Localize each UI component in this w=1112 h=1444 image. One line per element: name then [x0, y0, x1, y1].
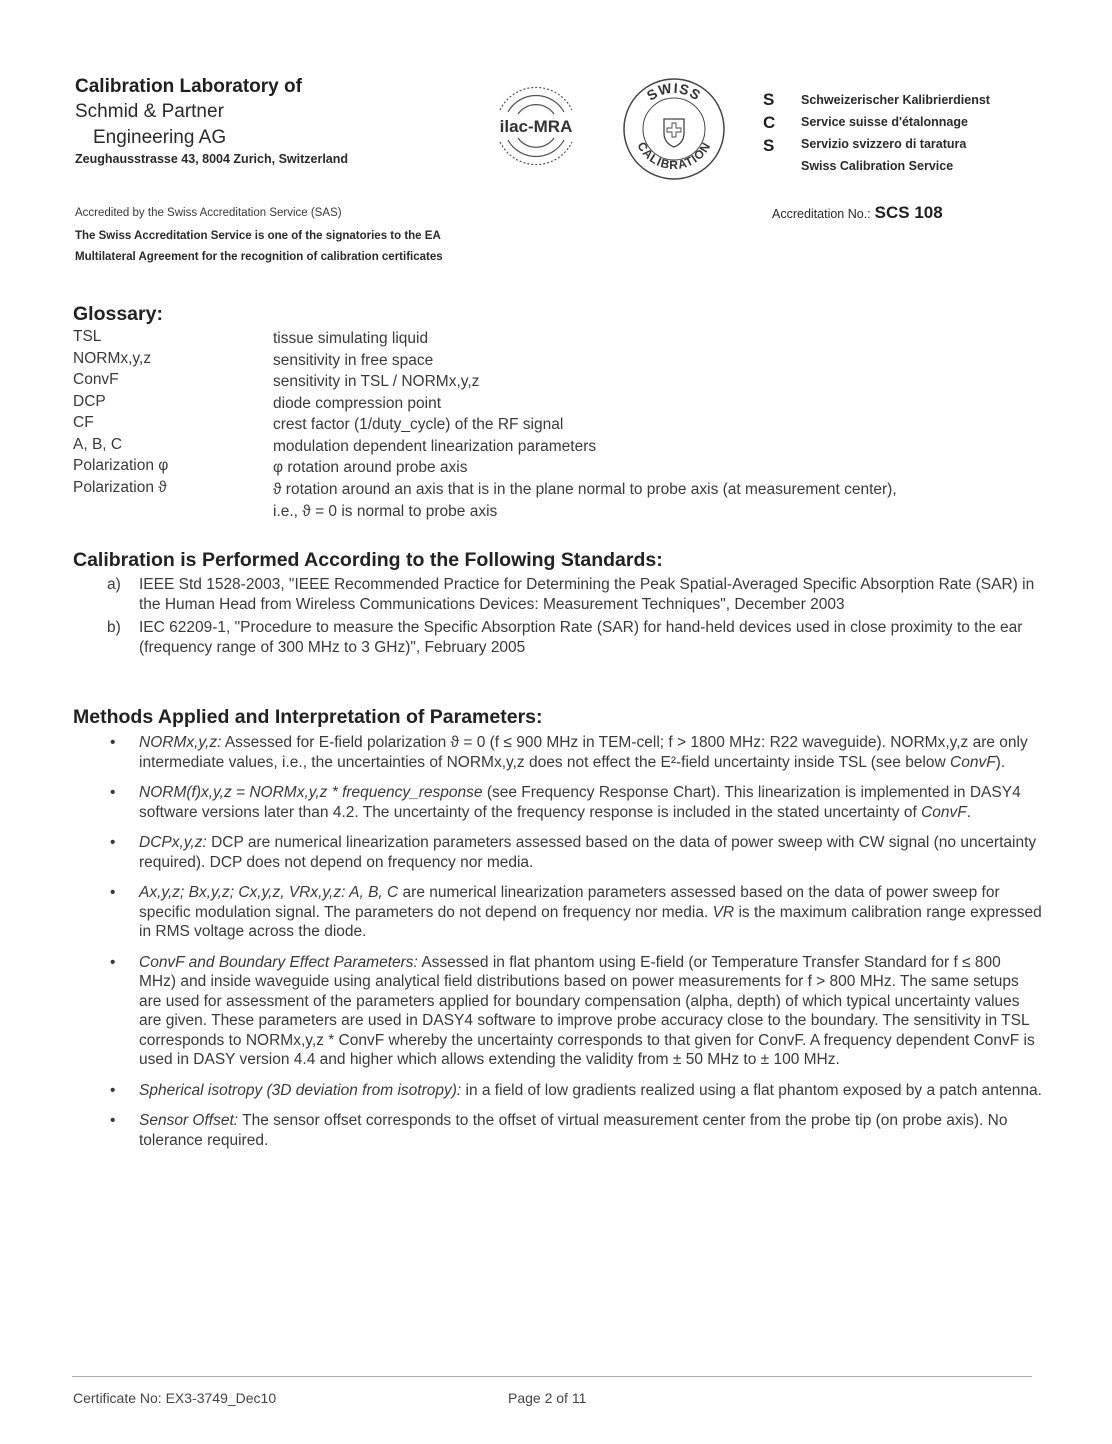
method-lead: DCPx,y,z: — [139, 834, 207, 851]
accreditation-number — [772, 203, 943, 223]
scs-line: Swiss Calibration Service — [801, 159, 954, 173]
bullet: • — [110, 734, 116, 751]
method-item — [107, 833, 1042, 872]
bullet: • — [110, 784, 116, 801]
method-text: (see Frequency Response Chart). This linearization is implemented in DASY4 software versions later than 4.2. The uncertainty of the frequency response is included in the stated uncertainty of — [139, 784, 1021, 821]
ilac-mra-logo — [480, 70, 592, 182]
glossary-heading: Glossary: — [73, 303, 163, 325]
method-item — [107, 953, 1042, 1070]
glossary-definition: sensitivity in TSL / NORMx,y,z — [273, 373, 480, 390]
method-lead: Ax,y,z; Bx,y,z; Cx,y,z, VRx,y,z: A, B, C — [139, 884, 399, 901]
methods-heading: Methods Applied and Interpretation of Parameters: — [73, 706, 543, 728]
method-tail: is the maximum calibration range expressed in RMS voltage across the diode. — [139, 903, 1042, 940]
method-lead: ConvF and Boundary Effect Parameters: — [139, 953, 418, 971]
accreditation-text: Multilateral Agreement for the recognition of calibration certificates — [75, 251, 443, 263]
glossary-term: Polarization φ — [73, 457, 169, 474]
swiss-calibration-logo — [620, 75, 728, 183]
method-text: Assessed for E-field polarization ϑ = 0 (f ≤ 900 MHz in TEM-cell; f > 1800 MHz: R22 waveguide). NORMx,y,z are only intermediate values, i.e., the uncertainties of NORMx,y,z does not effect the E²-field uncertainty inside TSL (see below — [139, 734, 1028, 771]
glossary-term: Polarization ϑ — [73, 478, 167, 496]
accreditation-number-value: SCS 108 — [874, 203, 943, 222]
lab-address: Zeughausstrasse 43, 8004 Zurich, Switzerland — [75, 152, 349, 166]
scs-service-names — [801, 89, 990, 177]
bullet: • — [110, 1081, 116, 1099]
method-text: The sensor offset corresponds to the offset of virtual measurement center from the probe tip (on probe axis). No tolerance required. — [139, 1112, 1008, 1149]
accreditation-text: The Swiss Accreditation Service is one of the signatories to the EA — [75, 230, 441, 242]
standard-text: IEEE Std 1528-2003, "IEEE Recommended Practice for Determining the Peak Spatial-Averaged Specific Absorption Rate (SAR) in the Human Head from Wireless Communications Devices: Measurement Techniques", December 2003 — [139, 576, 1035, 613]
glossary-definition: crest factor (1/duty_cycle) of the RF signal — [273, 416, 564, 433]
bullet: • — [110, 953, 116, 971]
glossary-term: CF — [73, 414, 94, 431]
standard-marker: a) — [107, 576, 121, 593]
scs-letter: C — [763, 113, 776, 132]
glossary-term: TSL — [73, 328, 102, 345]
scs-line: Service suisse d'étalonnage — [801, 115, 968, 129]
method-tail: ). — [995, 753, 1006, 771]
method-text: in a field of low gradients realized using a flat phantom exposed by a patch antenna. — [465, 1081, 1042, 1099]
standard-marker: b) — [107, 619, 121, 636]
ilac-logo-text: ilac-MRA — [499, 117, 573, 136]
methods-list — [107, 733, 1042, 1161]
glossary-definition-line: i.e., ϑ = 0 is normal to probe axis — [273, 502, 498, 520]
lab-name-line: Engineering AG — [93, 127, 227, 148]
glossary-definition-line: ϑ rotation around an axis that is in the plane normal to probe axis (at measurement center), — [273, 480, 897, 498]
method-item — [107, 1111, 1042, 1150]
method-text: Assessed in flat phantom using E-field (or Temperature Transfer Standard for f ≤ 800 MHz) and inside waveguide using analytical field distributions based on power measurements for f > 800 MHz. The same setups are used for assessment of the parameters applied for boundary compensation (alpha, depth) of which typical uncertainty values are given. These parameters are used in DASY4 software to improve probe accuracy close to the boundary. The sensitivity in TSL corresponds to NORMx,y,z * ConvF whereby the uncertainty corresponds to that given for ConvF. A frequency dependent ConvF is used in DASY version 4.4 and higher which allows extending the validity from ± 50 MHz to ± 100 MHz. — [139, 953, 1035, 1068]
swiss-logo-bottom-text: CALIBRATION — [634, 139, 714, 173]
glossary-definition: modulation dependent linearization parameters — [273, 437, 597, 455]
standards-list — [107, 575, 1047, 661]
lab-title: Calibration Laboratory of — [75, 76, 302, 97]
swiss-logo-top-text: SWISS — [643, 79, 705, 104]
method-tail: . — [966, 803, 972, 821]
glossary-definition: diode compression point — [273, 394, 442, 412]
method-lead: Spherical isotropy (3D deviation from isotropy): — [139, 1081, 462, 1099]
method-text: are numerical linearization parameters assessed based on the data of power sweep for specific modulation signal. The parameters do not depend on frequency nor media. — [139, 884, 1000, 921]
glossary-definition: φ rotation around probe axis — [273, 459, 468, 476]
accreditation-number-label: Accreditation No.: — [772, 207, 871, 221]
glossary-term: ConvF — [73, 371, 119, 388]
standard-item — [107, 618, 1047, 657]
glossary-term: A, B, C — [73, 435, 123, 453]
method-tail-italic: ConvF — [921, 803, 967, 821]
standards-heading: Calibration is Performed According to the Following Standards: — [73, 549, 663, 571]
scs-line: Servizio svizzero di taratura — [801, 137, 967, 151]
footer-divider — [72, 1376, 1032, 1377]
scs-line: Schweizerischer Kalibrierdienst — [801, 93, 990, 107]
glossary-term: NORMx,y,z — [73, 349, 152, 367]
method-lead: NORMx,y,z: — [139, 734, 222, 751]
bullet: • — [110, 1112, 116, 1129]
standard-text: IEC 62209-1, "Procedure to measure the Specific Absorption Rate (SAR) for hand-held devices used in close proximity to the ear (frequency range of 300 MHz to 3 GHz)", February 2005 — [139, 619, 1023, 656]
svg-text:CALIBRATION — [634, 139, 713, 172]
method-tail-italic: ConvF — [950, 753, 996, 771]
lab-name-line: Schmid & Partner — [75, 101, 224, 122]
bullet: • — [110, 884, 116, 901]
method-tail-italic: VR — [712, 903, 735, 921]
method-text: DCP are numerical linearization parameters assessed based on the data of power sweep with CW signal (no uncertainty required). DCP does not depend on frequency nor media. — [139, 834, 1037, 871]
glossary-definition — [273, 479, 1033, 523]
certificate-number: Certificate No: EX3-3749_Dec10 — [73, 1390, 277, 1406]
method-lead: Sensor Offset: — [139, 1112, 239, 1129]
method-item — [107, 883, 1042, 942]
standard-item — [107, 575, 1047, 614]
method-item — [107, 783, 1042, 822]
glossary-term: DCP — [73, 392, 106, 410]
method-item — [107, 733, 1042, 772]
glossary-definition: sensitivity in free space — [273, 351, 434, 369]
scs-letter: S — [763, 90, 775, 109]
scs-letter: S — [763, 136, 775, 155]
accreditation-text: Accredited by the Swiss Accreditation Service (SAS) — [75, 207, 342, 219]
bullet: • — [110, 834, 116, 851]
glossary-definition: tissue simulating liquid — [273, 330, 429, 347]
method-lead: NORM(f)x,y,z = NORMx,y,z * frequency_response — [139, 784, 483, 801]
scs-letters — [763, 88, 783, 157]
page-number: Page 2 of 11 — [508, 1390, 587, 1406]
method-item — [107, 1081, 1042, 1101]
